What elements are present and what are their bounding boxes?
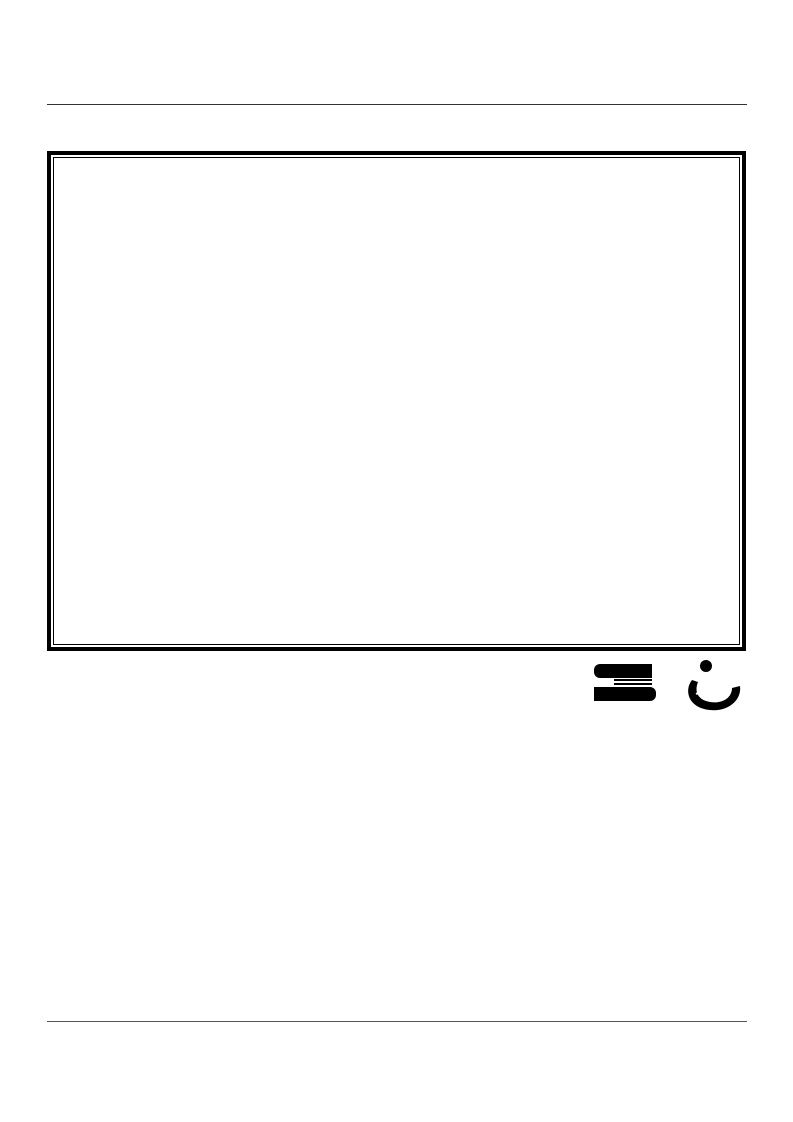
footer-divider	[47, 1021, 747, 1022]
header-divider	[47, 104, 747, 105]
page-frame	[47, 151, 746, 651]
publisher-swirl-logo-icon	[682, 660, 744, 715]
page-columns	[53, 157, 740, 645]
publisher-book-logo-icon	[594, 660, 656, 700]
